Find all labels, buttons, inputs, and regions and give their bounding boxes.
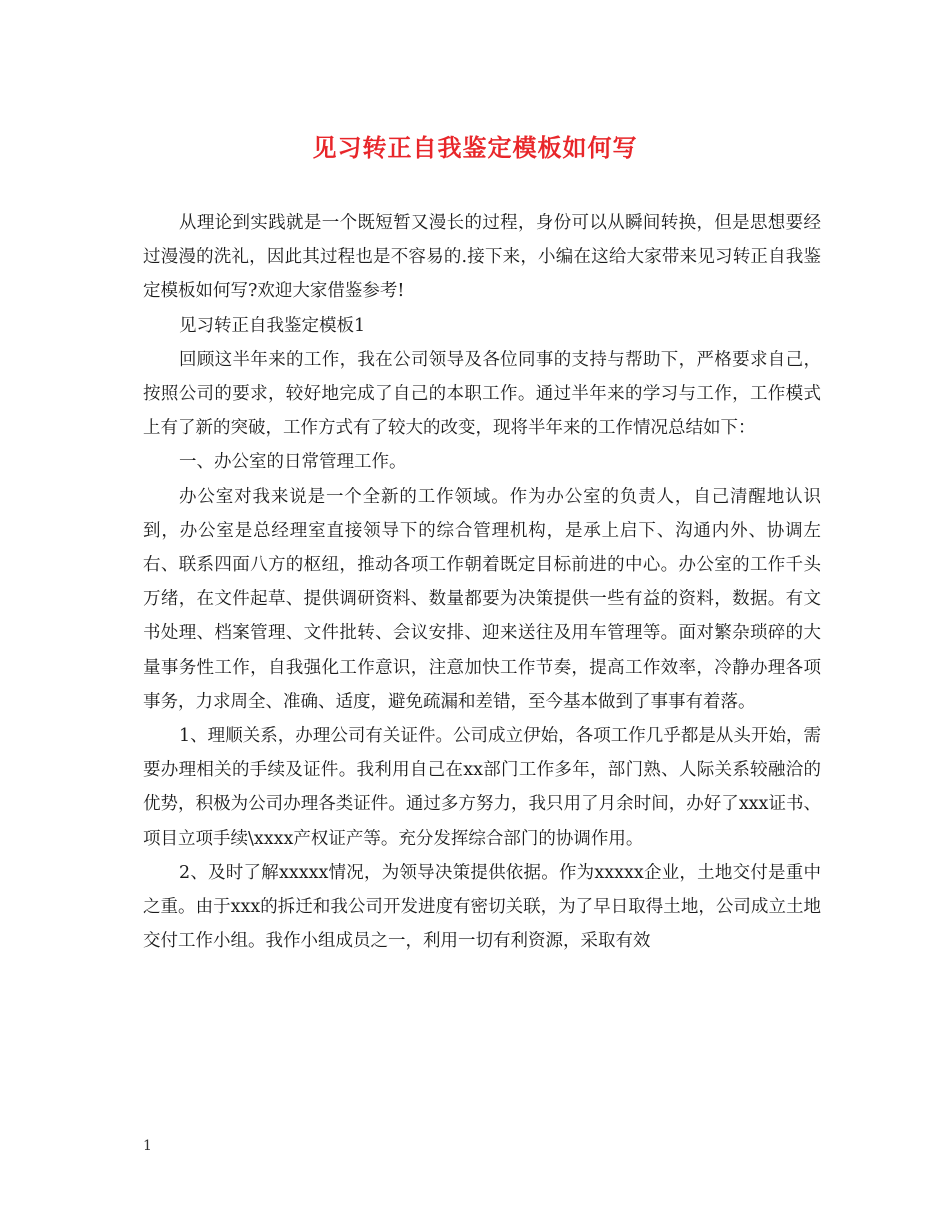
paragraph-office-work: 办公室对我来说是一个全新的工作领域。作为办公室的负责人，自己清醒地认识到，办公室是总经理室直接领导下的综合管理机构，是承上启下、沟通内外、协调左右、联系四面八方的枢纽，推动各项工作朝着既定目标前进的中心。办公室的工作千头万绪，在文件起草、提供调研资料、数量都要为决策提供一些有益的资料，数据。有文书处理、档案管理、文件批转、会议安排、迎来送往及用车管理等。面对繁杂琐碎的大量事务性工作，自我强化工作意识，注意加快工作节奏，提高工作效率，冷静办理各项事务，力求周全、准确、适度，避免疏漏和差错，至今基本做到了事事有着落。 (143, 486, 821, 712)
page-number: 1 (143, 1138, 152, 1154)
paragraph-review: 回顾这半年来的工作，我在公司领导及各位同事的支持与帮助下，严格要求自己，按照公司的要求，较好地完成了自己的本职工作。通过半年来的学习与工作，工作模式上有了新的突破，工作方式有了较大的改变，现将半年来的工作情况总结如下： (143, 349, 821, 439)
paragraph-item-1: 1、理顺关系，办理公司有关证件。公司成立伊始，各项工作几乎都是从头开始，需要办理相关的手续及证件。我利用自己在xx部门工作多年，部门熟、人际关系较融洽的优势，积极为公司办理各类证件。通过多方努力，我只用了月余时间，办好了xxx证书、项目立项手续\xxxx产权证产等。充分发挥综合部门的协调作用。 (143, 726, 821, 849)
paragraph-intro: 从理论到实践就是一个既短暂又漫长的过程，身份可以从瞬间转换，但是思想要经过漫漫的洗礼，因此其过程也是不容易的.接下来，小编在这给大家带来见习转正自我鉴定模板如何写?欢迎大家借鉴参考! (143, 213, 821, 302)
document-body (143, 206, 821, 958)
document-title: 见习转正自我鉴定模板如何写 (312, 134, 638, 162)
paragraph-section-heading: 一、办公室的日常管理工作。 (179, 452, 407, 473)
paragraph-item-2: 2、及时了解xxxxx情况，为领导决策提供依据。作为xxxxx企业，土地交付是重中之重。由于xxx的拆迁和我公司开发进度有密切关联，为了早日取得土地，公司成立土地交付工作小组。我作小组成员之一，利用一切有利资源，采取有效 (143, 862, 821, 952)
paragraph-template-heading: 见习转正自我鉴定模板1 (179, 315, 366, 336)
